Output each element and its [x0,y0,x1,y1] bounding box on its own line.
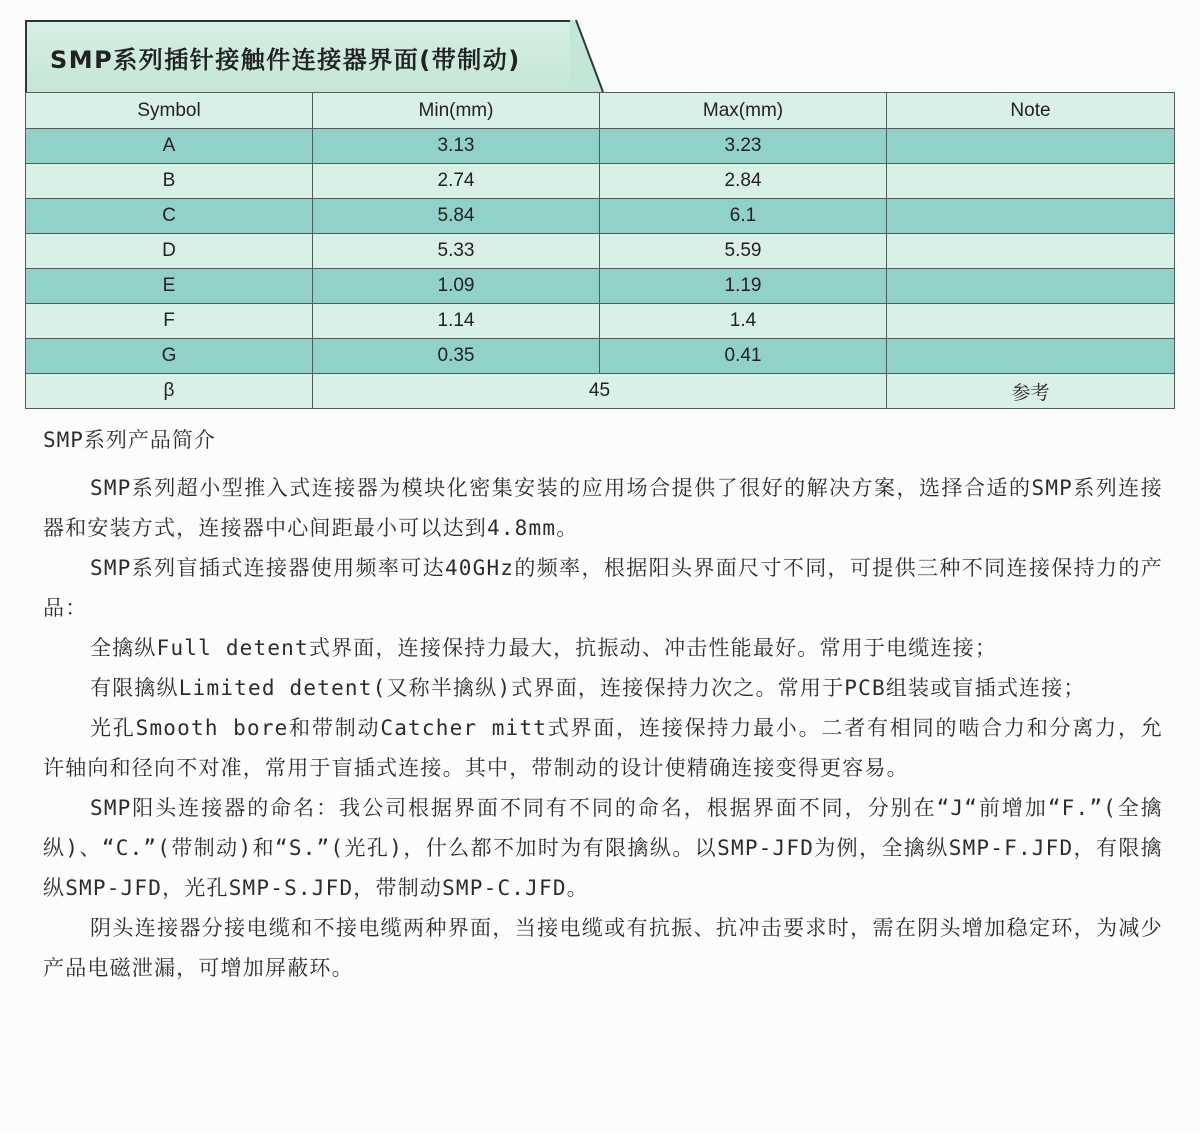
cell-note [887,304,1175,339]
paragraph: 有限擒纵Limited detent(又称半擒纵)式界面，连接保持力次之。常用于PCB组装或盲插式连接； [90,676,1086,700]
cell-min: 5.33 [313,234,600,269]
cell-min: 1.14 [313,304,600,339]
cell-max: 5.59 [600,234,887,269]
table-row [26,199,1175,234]
cell-note [887,164,1175,199]
table-row [26,304,1175,339]
section-title: SMP系列产品简介 [43,428,216,452]
cell-max: 0.41 [600,339,887,374]
cell-symbol: G [26,339,313,374]
table-header-row [26,93,1175,129]
cell-symbol: F [26,304,313,339]
paragraph: SMP系列盲插式连接器使用频率可达40GHz的频率，根据阳头界面尺寸不同，可提供三种不同连接保持力的产品： [43,556,1163,620]
cell-symbol: D [26,234,313,269]
cell-min: 1.09 [313,269,600,304]
cell-note [887,129,1175,164]
cell-min: 5.84 [313,199,600,234]
cell-max: 2.84 [600,164,887,199]
cell-note [887,199,1175,234]
cell-max: 3.23 [600,129,887,164]
cell-note [887,269,1175,304]
cell-symbol: β [26,374,313,409]
table-row [26,164,1175,199]
cell-beta-value: 45 [313,374,887,409]
table-row [26,339,1175,374]
header-min: Min(mm) [313,93,600,129]
product-intro [43,424,1163,988]
cell-symbol: B [26,164,313,199]
table-row [26,234,1175,269]
page-title: SMP系列插针接触件连接器界面(带制动) [50,46,521,74]
header-symbol: Symbol [26,93,313,129]
paragraph: 光孔Smooth bore和带制动Catcher mitt式界面，连接保持力最小。二者有相同的啮合力和分离力，允许轴向和径向不对准，常用于盲插式连接。其中，带制动的设计使精确连接变得更容易。 [43,716,1163,780]
cell-symbol: A [26,129,313,164]
header-max: Max(mm) [600,93,887,129]
cell-max: 6.1 [600,199,887,234]
cell-max: 1.19 [600,269,887,304]
cell-min: 2.74 [313,164,600,199]
cell-note [887,339,1175,374]
paragraph: SMP系列超小型推入式连接器为模块化密集安装的应用场合提供了很好的解决方案，选择合适的SMP系列连接器和安装方式，连接器中心间距最小可以达到4.8mm。 [43,476,1163,540]
cell-note: 参考 [887,374,1175,409]
table-row [26,129,1175,164]
paragraph: 全擒纵Full detent式界面，连接保持力最大，抗振动、冲击性能最好。常用于电缆连接； [90,636,998,660]
header-note: Note [887,93,1175,129]
cell-min: 0.35 [313,339,600,374]
table-row [26,269,1175,304]
paragraph: SMP阳头连接器的命名：我公司根据界面不同有不同的命名，根据界面不同，分别在“J“前增加“F.”(全擒纵)、“C.”(带制动)和“S.”(光孔)，什么都不加时为有限擒纵。以SMP-JFD为例，全擒纵SMP-F.JFD，有限擒纵SMP-JFD，光孔SMP-S.JFD，带制动SMP-C.JFD。 [43,796,1163,900]
dimension-table [25,92,1175,409]
cell-min: 3.13 [313,129,600,164]
cell-max: 1.4 [600,304,887,339]
paragraph: 阴头连接器分接电缆和不接电缆两种界面，当接电缆或有抗振、抗冲击要求时，需在阴头增加稳定环，为减少产品电磁泄漏，可增加屏蔽环。 [43,916,1163,980]
cell-symbol: E [26,269,313,304]
cell-note [887,234,1175,269]
table-row-beta [26,374,1175,409]
cell-symbol: C [26,199,313,234]
title-tab-slant [570,20,604,94]
